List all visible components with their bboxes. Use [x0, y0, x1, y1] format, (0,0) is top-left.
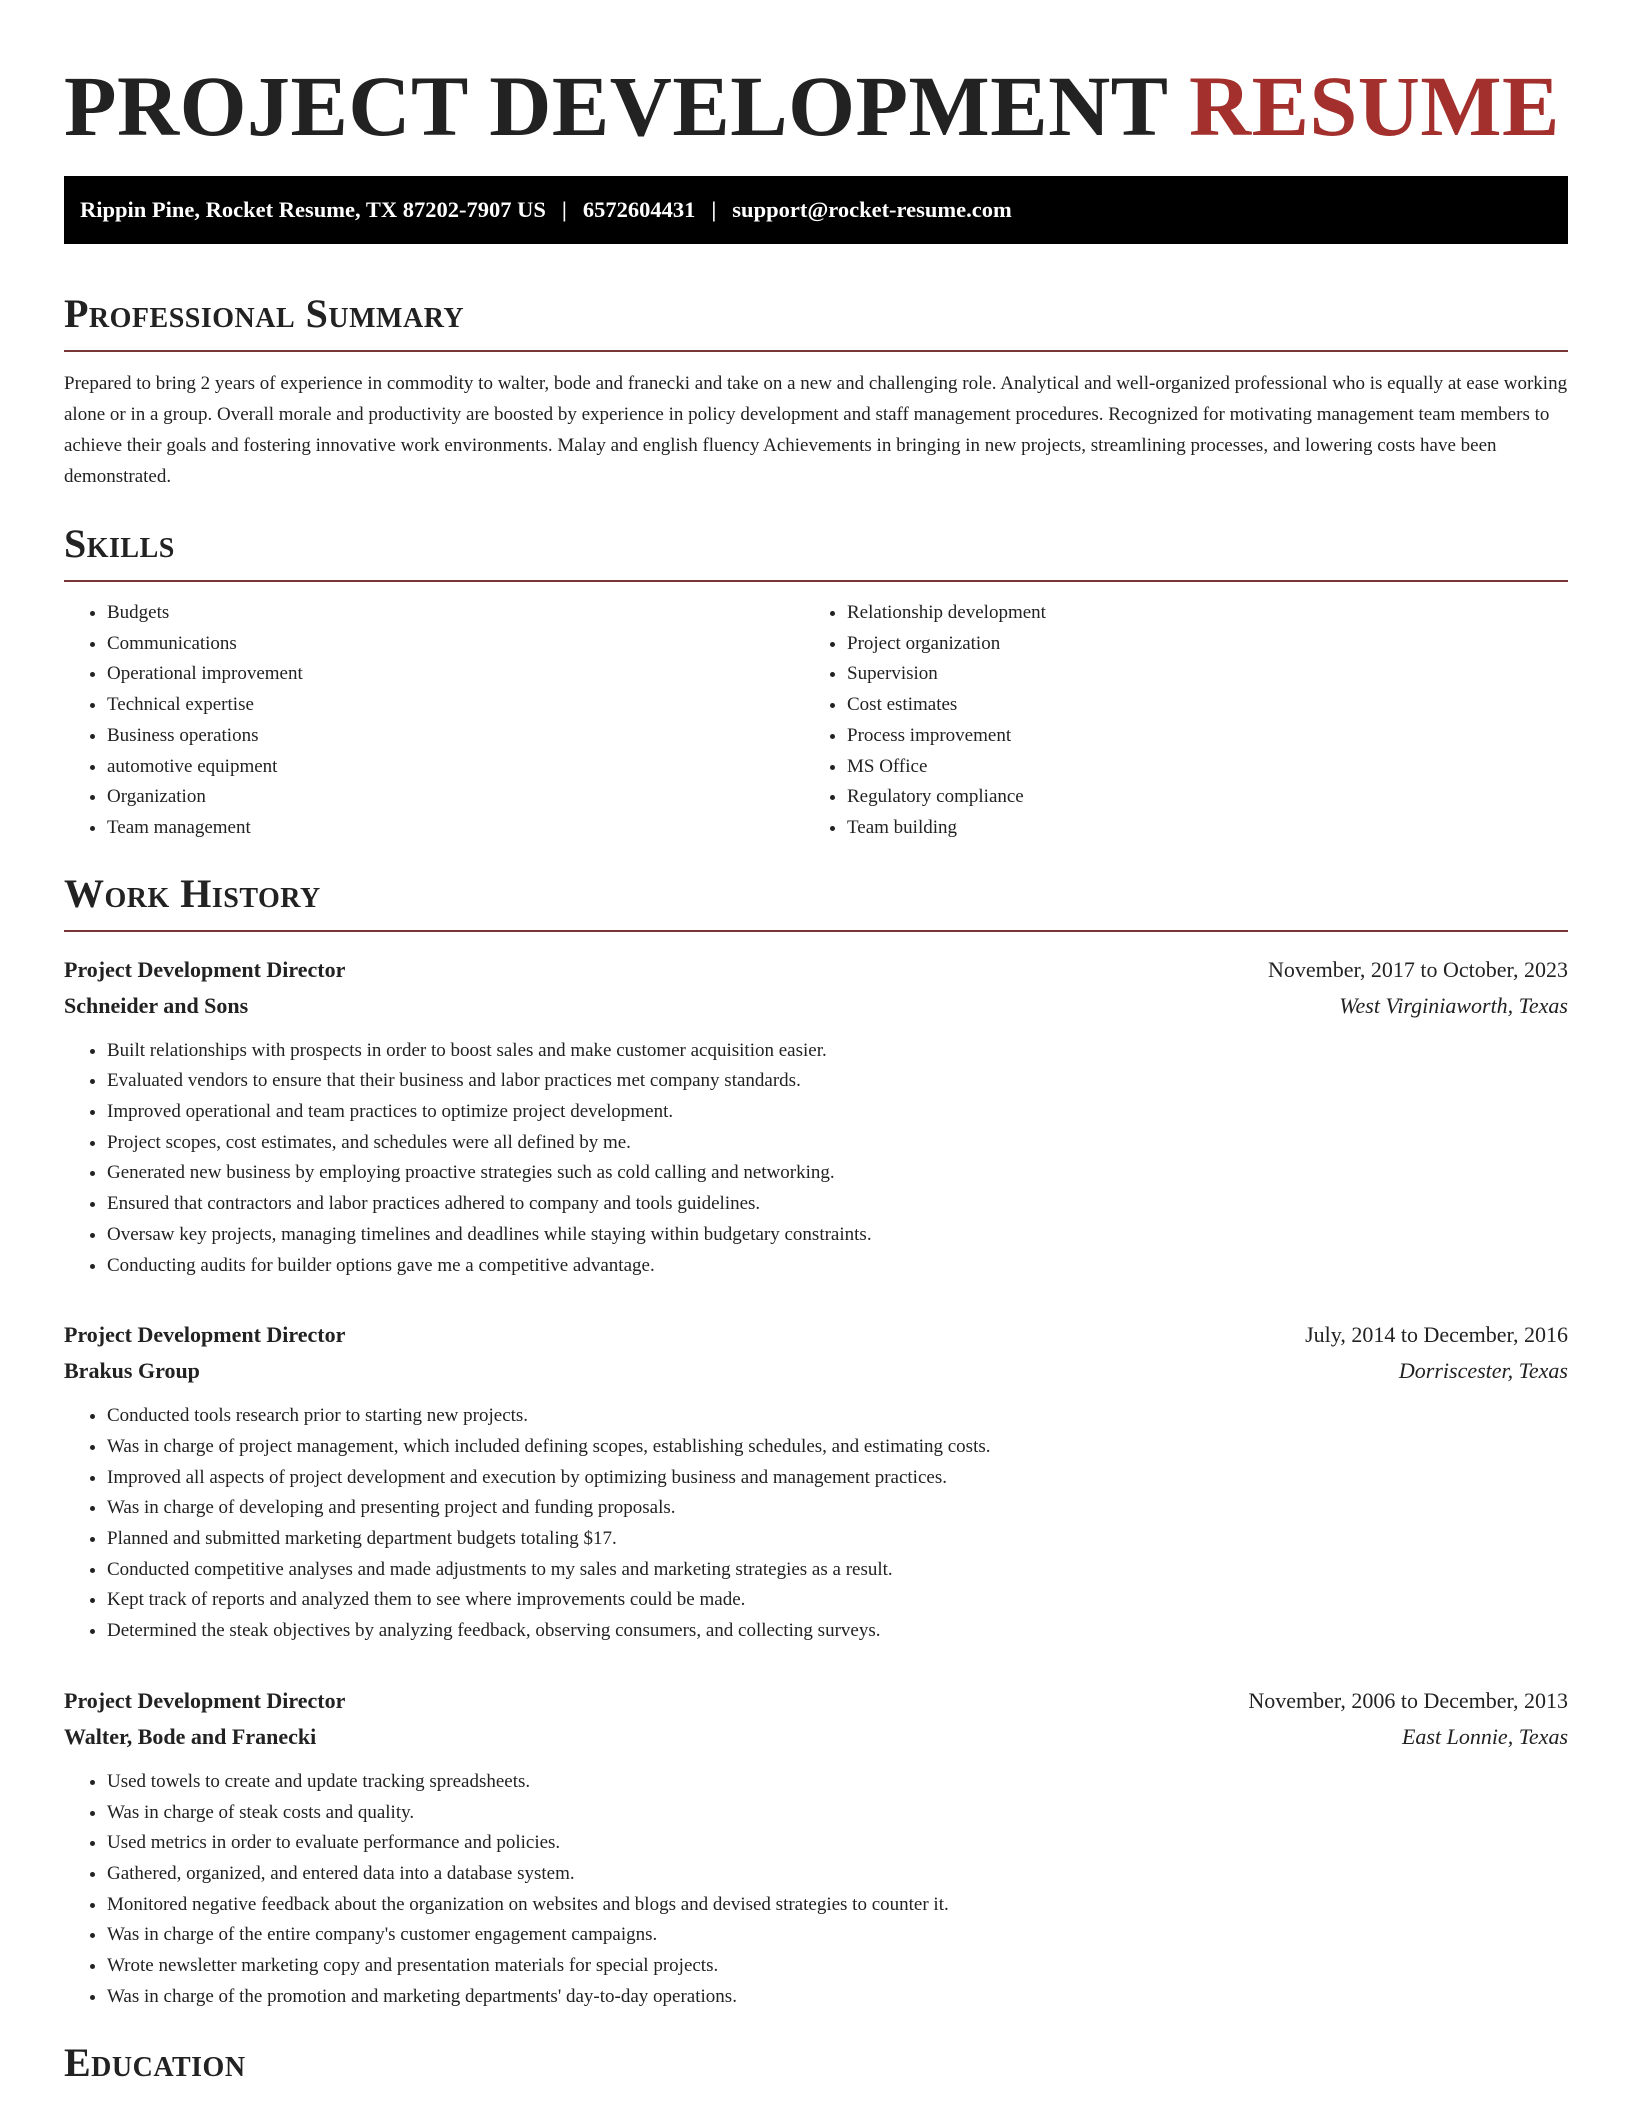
skills-column-left — [64, 598, 804, 844]
job-duty: • Was in charge of the entire company's customer engagement campaigns. — [107, 1920, 1568, 1951]
skill-item: • Regulatory compliance — [847, 782, 1544, 813]
job-duty: • Determined the steak objectives by analyzing feedback, observing consumers, and collecting surveys. — [107, 1616, 1568, 1647]
job-duty: • Evaluated vendors to ensure that their business and labor practices met company standards. — [107, 1066, 1568, 1097]
education-heading: Education — [64, 2039, 246, 2085]
summary-heading: Professional Summary — [64, 290, 1568, 352]
skill-item: • MS Office — [847, 752, 1544, 783]
job-duty: • Was in charge of the promotion and marketing departments' day-to-day operations. — [107, 1982, 1568, 2013]
skill-item: • automotive equipment — [107, 752, 804, 783]
job-duty: • Was in charge of project management, which included defining scopes, establishing schedules, and estimating costs. — [107, 1432, 1568, 1463]
job-dates: November, 2006 to December, 2013 — [1248, 1687, 1568, 1713]
job-title: Project Development Director — [64, 1687, 346, 1713]
job-duty: • Conducted tools research prior to starting new projects. — [107, 1401, 1568, 1432]
job-entry — [64, 952, 1568, 1282]
job-title: Project Development Director — [64, 956, 346, 982]
skill-item: • Operational improvement — [107, 659, 804, 690]
job-duty: • Generated new business by employing proactive strategies such as cold calling and networking. — [107, 1158, 1568, 1189]
contact-bar — [64, 176, 1568, 244]
job-duty: • Improved operational and team practices to optimize project development. — [107, 1097, 1568, 1128]
work-history-heading: Work History — [64, 870, 1568, 932]
title-accent: RESUME — [1188, 58, 1560, 154]
job-duty: • Improved all aspects of project development and execution by optimizing business and management practices. — [107, 1463, 1568, 1494]
contact-separator: | — [711, 197, 717, 222]
skill-item: • Project organization — [847, 629, 1544, 660]
job-duties — [64, 1767, 1568, 2013]
skill-item: • Team building — [847, 813, 1544, 844]
job-duty: • Used towels to create and update tracking spreadsheets. — [107, 1767, 1568, 1798]
skill-item: • Budgets — [107, 598, 804, 629]
contact-email: support@rocket-resume.com — [732, 197, 1012, 222]
contact-separator: | — [561, 197, 567, 222]
job-duty: • Conducted competitive analyses and made adjustments to my sales and marketing strategies as a result. — [107, 1555, 1568, 1586]
job-duty: • Was in charge of steak costs and quality. — [107, 1798, 1568, 1829]
title-main: PROJECT DEVELOPMENT — [64, 58, 1167, 154]
job-duty: • Oversaw key projects, managing timelines and deadlines while staying within budgetary constraints. — [107, 1220, 1568, 1251]
job-company: Brakus Group — [64, 1358, 200, 1384]
skill-item: • Process improvement — [847, 721, 1544, 752]
job-duty: • Planned and submitted marketing department budgets totaling $17. — [107, 1524, 1568, 1555]
job-duty: • Wrote newsletter marketing copy and presentation materials for special projects. — [107, 1951, 1568, 1982]
skill-item: • Supervision — [847, 659, 1544, 690]
job-duty: • Gathered, organized, and entered data into a database system. — [107, 1859, 1568, 1890]
job-duty: • Was in charge of developing and presenting project and funding proposals. — [107, 1493, 1568, 1524]
job-location: West Virginiaworth, Texas — [1339, 992, 1568, 1018]
job-duty: • Built relationships with prospects in order to boost sales and make customer acquisition easier. — [107, 1036, 1568, 1067]
skills-heading: Skills — [64, 520, 1568, 582]
skill-item: • Business operations — [107, 721, 804, 752]
skill-item: • Communications — [107, 629, 804, 660]
contact-phone: 6572604431 — [582, 197, 696, 222]
job-duty: • Kept track of reports and analyzed them to see where improvements could be made. — [107, 1585, 1568, 1616]
job-duties — [64, 1401, 1568, 1647]
job-location: Dorriscester, Texas — [1398, 1358, 1568, 1384]
skill-item: • Relationship development — [847, 598, 1544, 629]
job-entry — [64, 1317, 1568, 1647]
skill-item: • Organization — [107, 782, 804, 813]
skill-item: • Technical expertise — [107, 690, 804, 721]
job-company: Schneider and Sons — [64, 992, 249, 1018]
skills-column-right — [804, 598, 1544, 844]
job-location: East Lonnie, Texas — [1401, 1723, 1568, 1749]
skill-item: • Team management — [107, 813, 804, 844]
job-dates: November, 2017 to October, 2023 — [1267, 956, 1568, 982]
skills-list — [64, 598, 1568, 844]
resume-title — [64, 0, 1568, 156]
job-duty: • Monitored negative feedback about the organization on websites and blogs and devised strategies to counter it. — [107, 1890, 1568, 1921]
job-duty: • Used metrics in order to evaluate performance and policies. — [107, 1828, 1568, 1859]
skill-item: • Cost estimates — [847, 690, 1544, 721]
job-company: Walter, Bode and Franecki — [64, 1723, 317, 1749]
job-duties — [64, 1036, 1568, 1282]
job-duty: • Project scopes, cost estimates, and schedules were all defined by me. — [107, 1128, 1568, 1159]
resume-page — [64, 0, 1568, 2099]
contact-address: Rippin Pine, Rocket Resume, TX 87202-7907 US — [80, 197, 546, 222]
job-duty: • Conducting audits for builder options gave me a competitive advantage. — [107, 1251, 1568, 1282]
job-title: Project Development Director — [64, 1322, 346, 1348]
job-duty: • Ensured that contractors and labor practices adhered to company and tools guidelines. — [107, 1189, 1568, 1220]
job-entry — [64, 1683, 1568, 2013]
job-dates: July, 2014 to December, 2016 — [1305, 1322, 1568, 1348]
summary-text: Prepared to bring 2 years of experience in commodity to walter, bode and franecki and take on a new and challenging role. Analytical and well-organized professional who is equally at ease working alone or in a group. Overall morale and productivity are boosted by experience in policy development and staff management procedures. Recognized for motivating management team members to achieve their goals and fostering innovative work environments. Malay and english fluency Achievements in bringing in new projects, streamlining processes, and lowering costs have been demonstrated. — [64, 373, 1568, 487]
